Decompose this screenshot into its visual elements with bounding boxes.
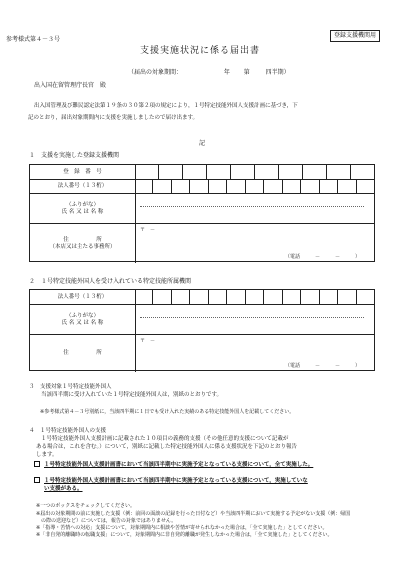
check-option-not-done-line2 bbox=[44, 485, 83, 493]
address-note: （本店又は主たる事務所） bbox=[49, 243, 116, 250]
footnote-3: の際の送迎など）については，報告の対象ではありません。 bbox=[36, 518, 177, 524]
period-suffix: 四半期） bbox=[265, 69, 290, 76]
section4-para-2: ある場合は，これを含む。）について，別紙に記載した特定技能外国人に係る支援状況を下記のとおり報告 bbox=[36, 444, 298, 450]
telephone-field-2[interactable]: （電話 － － ） bbox=[284, 363, 360, 369]
postal-code-field-2[interactable]: 〒 － bbox=[140, 338, 156, 344]
registered-support-org-badge: 登録支援機関用 bbox=[330, 30, 380, 42]
furigana-label: （ふりがな） bbox=[65, 201, 99, 208]
name-input[interactable] bbox=[138, 194, 370, 223]
reg-number-row bbox=[30, 165, 374, 179]
address-row-2 bbox=[30, 334, 374, 372]
footnote-5: ※「非自発的離職時の転職支援」について，対象期間内に非自発的離職が発生しなかった場合は，「全て実施した」としてください。 bbox=[36, 532, 333, 538]
section1-table bbox=[29, 164, 375, 262]
corp-number-row-2 bbox=[30, 290, 374, 304]
corp-number-label-2: 法人番号（１３桁） bbox=[30, 290, 136, 304]
telephone-field[interactable]: （電話 － － ） bbox=[284, 254, 360, 260]
address-caption: 住 所 bbox=[63, 236, 102, 243]
postal-code-field[interactable]: 〒 － bbox=[140, 227, 156, 233]
address-label-2 bbox=[30, 335, 136, 372]
section4-para-1: １号特定技能外国人支援計画に記載された１０項目の義務的支援（その他任意的支援について記載が bbox=[41, 436, 289, 442]
section3-heading: ３ 支援対象１号特定技能外国人 bbox=[29, 384, 112, 390]
name-row-2 bbox=[30, 304, 374, 334]
checkbox-all-done[interactable] bbox=[34, 461, 40, 467]
footnote-2: ※届出の対象期間の前に実施した支援（例：前回の面談の記録を行った日付など）や当該四半期において実施する予定がない支援（例：帰国 bbox=[36, 511, 351, 517]
ki-marker: 記 bbox=[199, 140, 206, 147]
footnote-4: ※「指導・苦情への対応」支援について，対象期間内に相談や苦情が寄せられなかった場合は，「全て実施した」としてください。 bbox=[36, 525, 328, 531]
section4-para-3: します。 bbox=[36, 452, 58, 458]
name-label-2 bbox=[30, 305, 136, 334]
section2-table bbox=[29, 289, 375, 371]
check-all-done-text: １号特定技能外国人支援計画書において当該四半期中に実施予定となっている支援について，全て実施した。 bbox=[44, 462, 314, 468]
section2-heading: ２ １号特定技能外国人を受け入れている特定技能所属機関 bbox=[29, 278, 192, 285]
period-year-label: 年 bbox=[223, 69, 230, 76]
section1-heading: １ 支援を実施した登録支援機関 bbox=[29, 152, 120, 159]
name-caption: 氏 名 又 は 名 称 bbox=[61, 208, 104, 215]
recipient: 出入国在留管理庁長官 殿 bbox=[34, 82, 107, 89]
corp-number-input[interactable] bbox=[135, 180, 374, 193]
document-title: 支援実施状況に係る届出書 bbox=[139, 46, 260, 56]
section3-note: ※参考様式第４－３号別紙に，当該四半期に１日でも受け入れた実績のある特定技能外国人を記載してください。 bbox=[40, 409, 295, 415]
section3-text: 当該四半期に受け入れていた１号特定技能外国人は，別紙のとおりです。 bbox=[41, 392, 223, 398]
corp-number-label: 法人番号（１３桁） bbox=[30, 180, 136, 193]
furigana-label-2: （ふりがな） bbox=[65, 312, 99, 319]
corp-number-row bbox=[30, 179, 374, 193]
check-not-done-text-1: １号特定技能外国人支援計画書において当該四半期中に実施予定となっている支援について，実施していな bbox=[44, 478, 308, 484]
check-option-all-done[interactable] bbox=[34, 461, 313, 469]
intro-line-2: 記のとおり，届出対象期間内に支援を実施しましたので届け出ます。 bbox=[28, 115, 199, 121]
footnote-1: ※一つのボックスをチェックしてください。 bbox=[36, 503, 135, 509]
reg-number-input[interactable] bbox=[135, 165, 374, 179]
checkbox-not-done[interactable] bbox=[34, 477, 40, 483]
name-input-2[interactable] bbox=[138, 305, 370, 334]
form-number-label: 参考様式第４－３号 bbox=[6, 36, 61, 43]
name-label bbox=[30, 194, 136, 223]
section4-heading: ４ １号特定技能外国人の支援 bbox=[29, 428, 107, 434]
intro-line-1: 出入国管理及び難民認定法第１９条の３０第２項の規定により，１号特定技能外国人支援計画に基づき，下 bbox=[34, 103, 298, 109]
reg-number-label: 登 録 番 号 bbox=[30, 165, 136, 179]
address-caption-2: 住 所 bbox=[63, 350, 102, 356]
address-label bbox=[30, 224, 136, 263]
name-caption-2: 氏 名 又 は 名 称 bbox=[61, 319, 104, 326]
period-quarter-prefix: 第 bbox=[243, 69, 250, 76]
check-not-done-text-2: い支援がある。 bbox=[44, 486, 83, 492]
check-option-not-done[interactable] bbox=[34, 477, 308, 485]
corp-number-input-2[interactable] bbox=[135, 290, 374, 304]
period-prefix: （届出の対象期間： bbox=[128, 69, 183, 76]
name-row bbox=[30, 193, 374, 223]
address-row bbox=[30, 223, 374, 263]
reporting-period bbox=[128, 67, 290, 76]
